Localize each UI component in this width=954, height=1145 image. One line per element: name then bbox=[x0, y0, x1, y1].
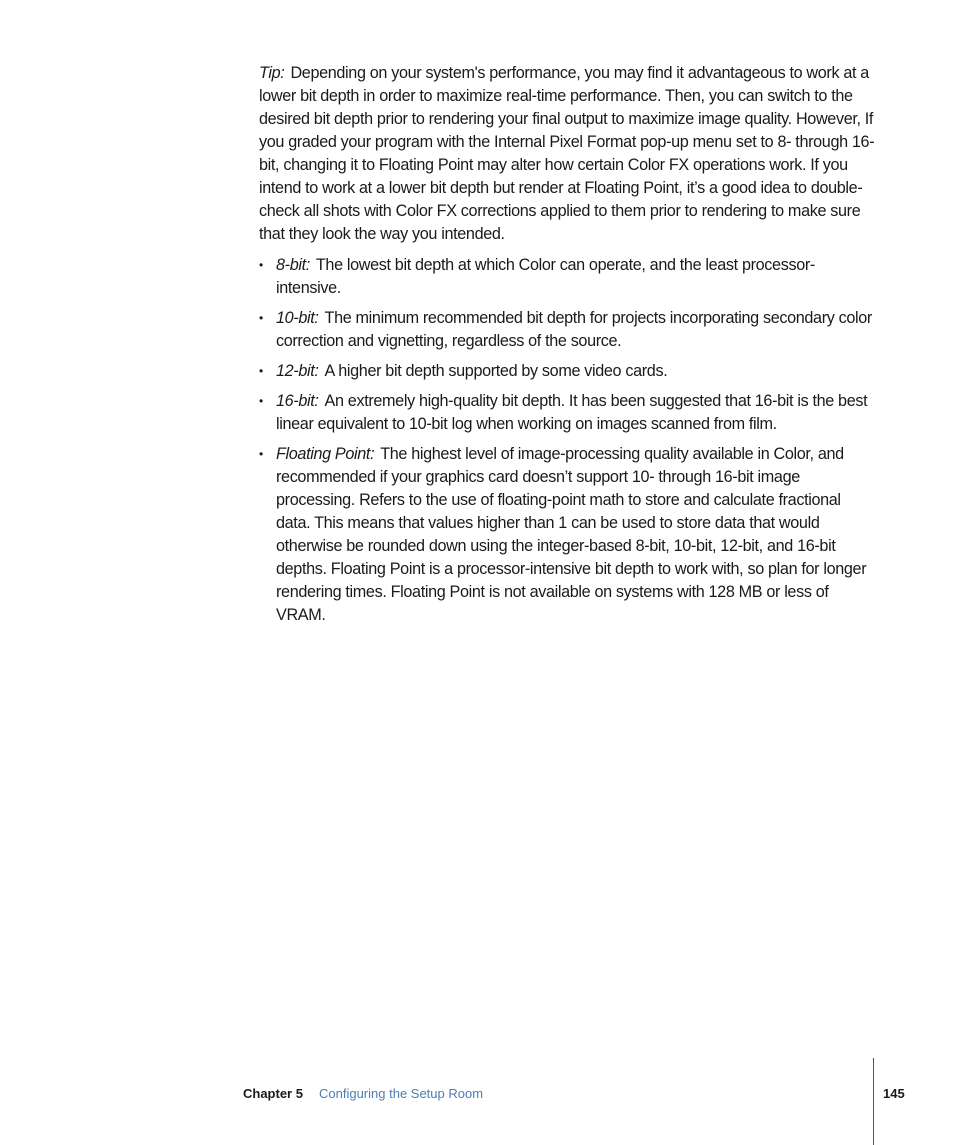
list-item-label: 12-bit: bbox=[276, 362, 319, 380]
list-item-text: The minimum recommended bit depth for projects incorporating secondary color correction and vignetting, regardless of the source. bbox=[276, 309, 872, 350]
list-item-label: 10-bit: bbox=[276, 309, 319, 327]
list-item-floating-point bbox=[259, 443, 875, 627]
bullet-icon: • bbox=[259, 364, 263, 378]
page-footer bbox=[0, 1086, 954, 1145]
list-item-10-bit bbox=[259, 307, 875, 353]
chapter-label: Chapter 5 bbox=[243, 1086, 303, 1101]
list-item-text: The highest level of image-processing quality available in Color, and recommended if your graphics card doesn’t support 10- through 16-bit image processing. Refers to the use of floating-point math to store and calculate fractional data. This means that values higher than 1 can be used to store data that would otherwise be rounded down using the integer-based 8-bit, 10-bit, 12-bit, and 16-bit depths. Floating Point is a processor-intensive bit depth to work with, so plan for longer rendering times. Floating Point is not available on systems with 128 MB or less of VRAM. bbox=[276, 445, 867, 624]
list-item-12-bit bbox=[259, 360, 875, 383]
bullet-icon: • bbox=[259, 447, 263, 461]
page-body bbox=[259, 62, 875, 634]
footer-divider bbox=[873, 1058, 874, 1145]
tip-label: Tip: bbox=[259, 64, 285, 82]
list-item-16-bit bbox=[259, 390, 875, 436]
bullet-icon: • bbox=[259, 394, 263, 408]
tip-text: Depending on your system's performance, you may find it advantageous to work at a lower bit depth in order to maximize real-time performance. Then, you can switch to the desired bit depth prior to rendering your final output to maximize image quality. However, If you graded your program with the Internal Pixel Format pop-up menu set to 8- through 16-bit, changing it to Floating Point may alter how certain Color FX operations work. If you intend to work at a lower bit depth but render at Floating Point, it’s a good idea to double-check all shots with Color FX corrections applied to them prior to rendering to make sure that they look the way you intended. bbox=[259, 64, 875, 243]
list-item-text: A higher bit depth supported by some video cards. bbox=[324, 362, 668, 380]
bullet-icon: • bbox=[259, 258, 263, 272]
page-number: 145 bbox=[883, 1086, 905, 1101]
list-item-label: Floating Point: bbox=[276, 445, 375, 463]
chapter-title-link[interactable]: Configuring the Setup Room bbox=[319, 1086, 484, 1101]
tip-paragraph bbox=[259, 62, 875, 246]
list-item-8-bit bbox=[259, 254, 875, 300]
list-item-label: 16-bit: bbox=[276, 392, 319, 410]
list-item-label: 8-bit: bbox=[276, 256, 310, 274]
bit-depth-list bbox=[259, 254, 875, 627]
bullet-icon: • bbox=[259, 311, 263, 325]
list-item-text: The lowest bit depth at which Color can operate, and the least processor-intensive. bbox=[276, 256, 815, 297]
list-item-text: An extremely high-quality bit depth. It has been suggested that 16-bit is the best linear equivalent to 10-bit log when working on images scanned from film. bbox=[276, 392, 868, 433]
